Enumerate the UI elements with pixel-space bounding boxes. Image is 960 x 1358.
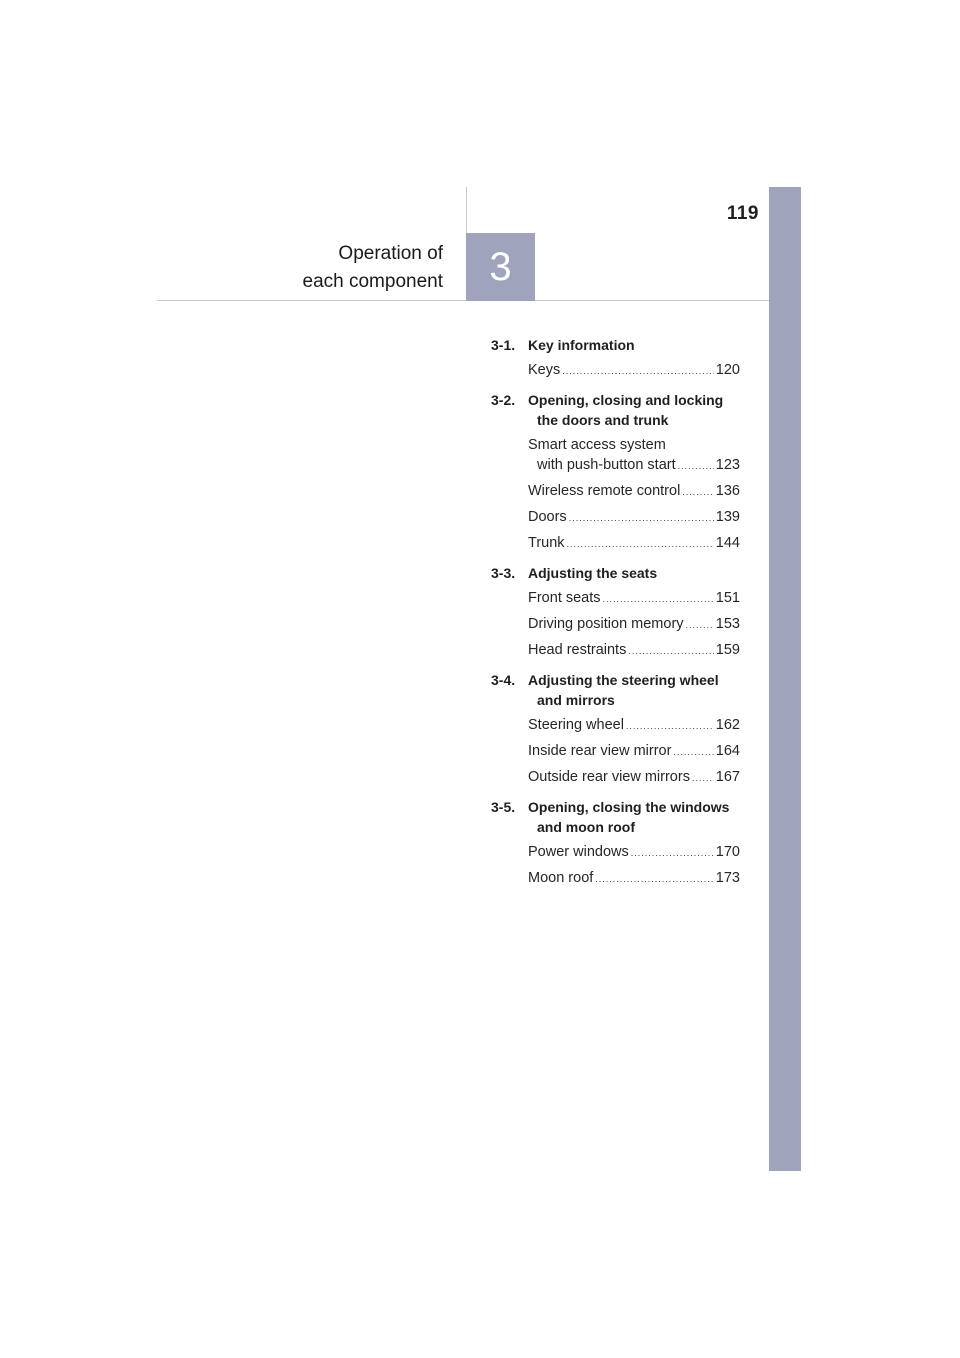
dot-leader xyxy=(569,508,714,528)
section-number: 3-5. xyxy=(491,799,516,815)
entry-page-number: 136 xyxy=(715,483,740,499)
entry-page-number: 120 xyxy=(715,362,740,378)
dot-leader xyxy=(673,742,713,762)
section-title-line: the doors and trunk xyxy=(537,412,669,428)
chapter-number-box xyxy=(466,233,535,301)
toc-section xyxy=(491,563,740,661)
section-title xyxy=(528,335,740,355)
chapter-title-line1: Operation of xyxy=(338,243,443,264)
dot-leader xyxy=(686,615,714,635)
entry-title: Outside rear view mirrors xyxy=(528,769,690,785)
toc-entry[interactable] xyxy=(528,481,740,502)
section-title-line: Key information xyxy=(528,337,635,353)
toc-entry[interactable] xyxy=(528,360,740,381)
toc-entry[interactable] xyxy=(528,715,740,736)
toc-section xyxy=(491,797,740,889)
toc-section xyxy=(491,390,740,554)
entry-title: Keys xyxy=(528,362,561,378)
toc-entry[interactable] xyxy=(528,741,740,762)
entry-page-number: 167 xyxy=(715,769,740,785)
toc-entry[interactable] xyxy=(528,767,740,788)
entry-page-number: 159 xyxy=(715,642,740,658)
section-heading[interactable] xyxy=(491,563,740,583)
entry-title: Power windows xyxy=(528,844,629,860)
section-title-line: and moon roof xyxy=(537,819,635,835)
entry-title: Front seats xyxy=(528,590,601,606)
section-entries xyxy=(491,360,740,381)
dot-leader xyxy=(626,716,714,736)
entry-page-number: 170 xyxy=(715,844,740,860)
entry-page-number: 139 xyxy=(715,509,740,525)
section-title-line: Opening, closing the windows xyxy=(528,799,730,815)
dot-leader xyxy=(682,482,714,502)
dot-leader xyxy=(595,869,714,889)
toc-entry[interactable] xyxy=(528,507,740,528)
entry-title: Head restraints xyxy=(528,642,627,658)
section-entries xyxy=(491,435,740,554)
section-entries xyxy=(491,588,740,661)
section-title-line: Opening, closing and locking xyxy=(528,392,724,408)
section-title xyxy=(528,797,740,837)
section-number: 3-4. xyxy=(491,672,516,688)
entry-title: Inside rear view mirror xyxy=(528,743,672,759)
entry-title-line: Smart access system xyxy=(528,437,666,453)
entry-page-number: 151 xyxy=(715,590,740,606)
entry-page-number: 162 xyxy=(715,717,740,733)
entry-title: Trunk xyxy=(528,535,565,551)
chapter-title-line2: each component xyxy=(302,271,443,292)
section-heading[interactable] xyxy=(491,670,740,710)
dot-leader xyxy=(567,534,714,554)
chapter-side-tab xyxy=(769,187,801,1171)
section-title-line: and mirrors xyxy=(537,692,615,708)
dot-leader xyxy=(631,843,714,863)
section-title xyxy=(528,390,740,430)
chapter-number: 3 xyxy=(489,245,512,289)
section-title-line: Adjusting the seats xyxy=(528,565,658,581)
section-number: 3-2. xyxy=(491,392,516,408)
section-heading[interactable] xyxy=(491,390,740,430)
dot-leader xyxy=(628,641,713,661)
toc-section xyxy=(491,335,740,381)
entry-title: Driving position memory xyxy=(528,616,684,632)
dot-leader xyxy=(562,361,714,381)
header-horizontal-rule xyxy=(157,300,769,301)
section-entries xyxy=(491,842,740,889)
dot-leader xyxy=(603,589,714,609)
toc-entry[interactable] xyxy=(528,640,740,661)
entry-title: Wireless remote control xyxy=(528,483,681,499)
entry-title: Moon roof xyxy=(528,870,594,886)
dot-leader xyxy=(678,456,714,476)
entry-page-number: 173 xyxy=(715,870,740,886)
section-heading[interactable] xyxy=(491,335,740,355)
section-entries xyxy=(491,715,740,788)
toc-entry[interactable] xyxy=(528,868,740,889)
section-title xyxy=(528,563,740,583)
section-number: 3-3. xyxy=(491,565,516,581)
toc-entry[interactable] xyxy=(528,435,740,476)
toc-entry[interactable] xyxy=(528,588,740,609)
section-title xyxy=(528,670,740,710)
entry-page-number: 164 xyxy=(715,743,740,759)
page-number: 119 xyxy=(726,203,759,224)
toc-entry[interactable] xyxy=(528,614,740,635)
table-of-contents xyxy=(491,335,740,898)
entry-title: Steering wheel xyxy=(528,717,624,733)
entry-page-number: 153 xyxy=(715,616,740,632)
section-number: 3-1. xyxy=(491,337,516,353)
toc-entry[interactable] xyxy=(528,842,740,863)
entry-title: with push-button start xyxy=(537,457,676,473)
section-title-line: Adjusting the steering wheel xyxy=(528,672,719,688)
toc-entry[interactable] xyxy=(528,533,740,554)
toc-section xyxy=(491,670,740,788)
section-heading[interactable] xyxy=(491,797,740,837)
entry-page-number: 144 xyxy=(715,535,740,551)
chapter-title xyxy=(303,240,444,296)
entry-title: Doors xyxy=(528,509,567,525)
entry-page-number: 123 xyxy=(715,457,740,473)
dot-leader xyxy=(692,768,714,788)
